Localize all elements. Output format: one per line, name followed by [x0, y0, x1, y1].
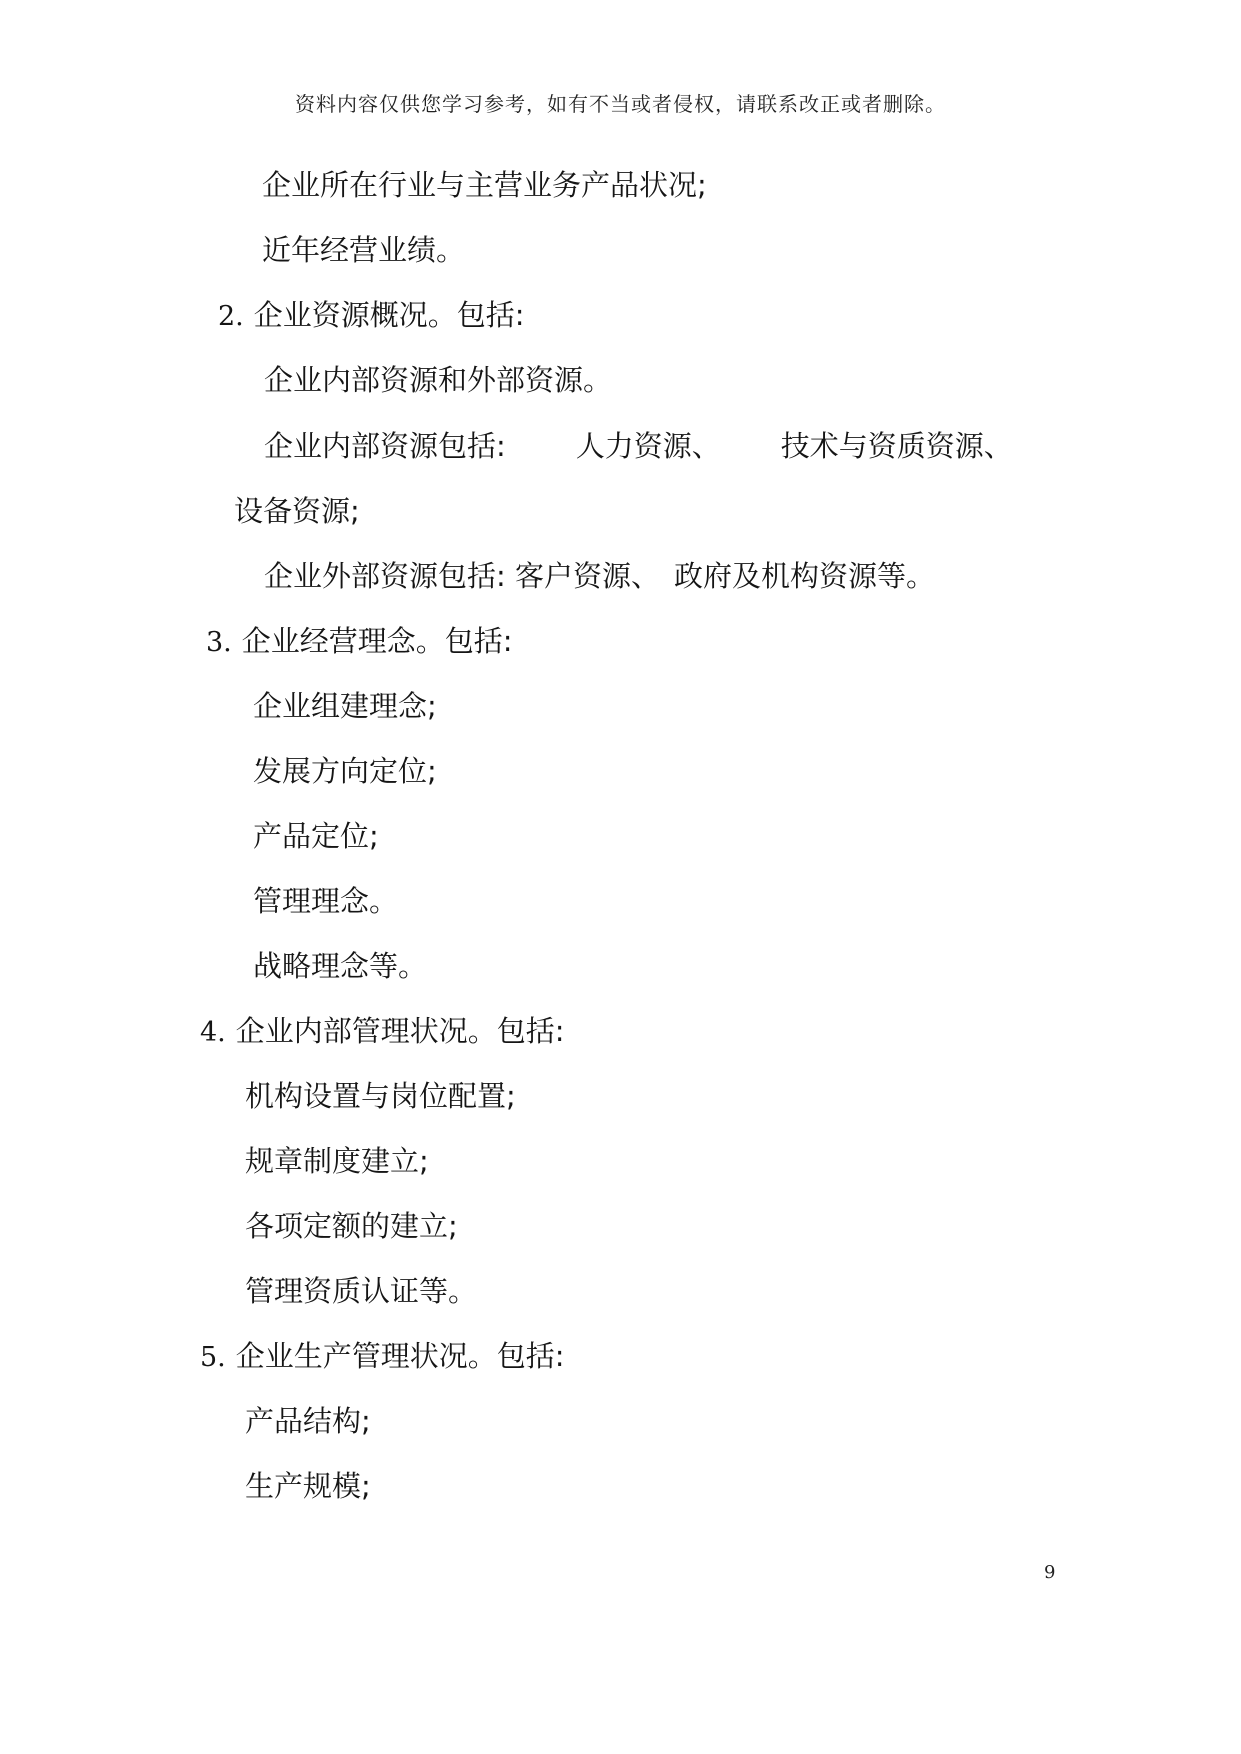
text-line: 近年经营业绩。 — [262, 233, 466, 267]
text-line: 各项定额的建立; — [245, 1209, 458, 1243]
text-line: 规章制度建立; — [245, 1144, 429, 1178]
section-heading-2 — [218, 295, 525, 337]
text-segment: 企业外部资源包括: 客户资源、 — [264, 559, 660, 593]
text-segment: 人力资源、 — [575, 429, 721, 463]
text-line: 产品结构; — [245, 1404, 371, 1438]
section-heading-5 — [200, 1336, 565, 1378]
text-line: 产品定位; — [253, 819, 379, 853]
text-line: 发展方向定位; — [253, 754, 437, 788]
section-number: 2. — [218, 301, 244, 332]
text-line: 机构设置与岗位配置; — [245, 1079, 516, 1113]
text-line: 企业内部资源和外部资源。 — [264, 363, 613, 397]
text-line: 生产规模; — [245, 1469, 371, 1503]
text-segment: 政府及机构资源等。 — [674, 559, 936, 593]
text-line — [264, 426, 1013, 466]
text-line: 企业所在行业与主营业务产品状况; — [262, 168, 707, 202]
text-line: 企业组建理念; — [253, 689, 437, 723]
section-title: 企业经营理念。包括: — [241, 624, 513, 658]
text-line — [264, 556, 935, 596]
section-title: 企业内部管理状况。包括: — [235, 1014, 565, 1048]
text-line: 战略理念等。 — [253, 949, 428, 983]
section-title: 企业资源概况。包括: — [253, 298, 525, 332]
section-heading-4 — [200, 1011, 565, 1053]
section-title: 企业生产管理状况。包括: — [235, 1339, 565, 1373]
section-number: 5. — [200, 1342, 226, 1373]
section-number: 4. — [200, 1017, 226, 1048]
page-number: 9 — [1044, 1562, 1056, 1583]
copyright-notice: 资料内容仅供您学习参考，如有不当或者侵权，请联系改正或者删除。 — [295, 92, 946, 116]
text-line: 管理资质认证等。 — [245, 1274, 478, 1308]
text-segment: 企业内部资源包括: — [264, 429, 506, 463]
section-number: 3. — [206, 627, 232, 658]
text-line: 管理理念。 — [253, 884, 399, 918]
section-heading-3 — [206, 621, 513, 663]
text-line: 设备资源; — [234, 494, 360, 528]
text-segment: 技术与资质资源、 — [780, 429, 1013, 463]
